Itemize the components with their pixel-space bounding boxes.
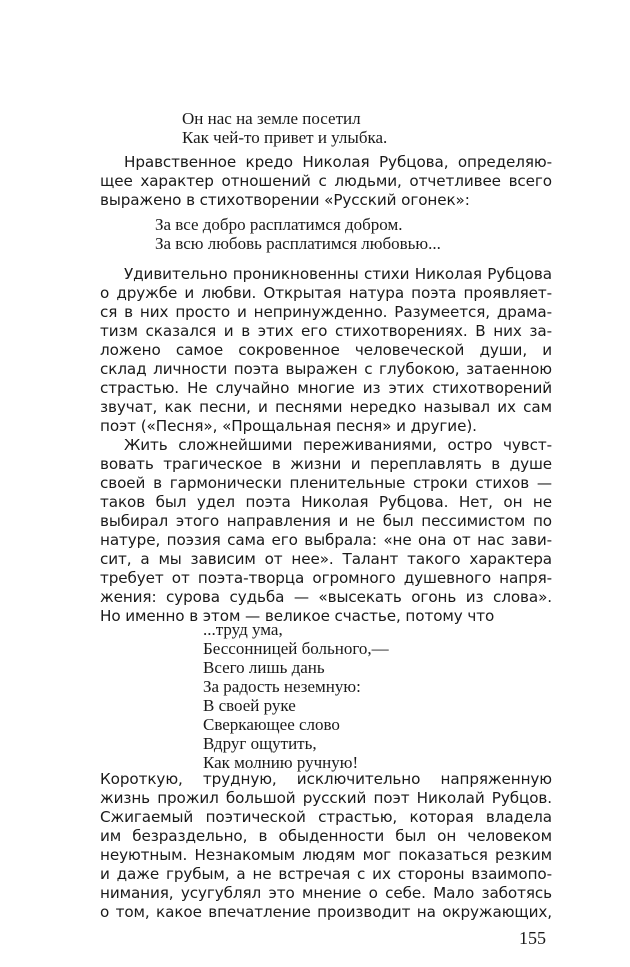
- text-line: Удивительно проникновенны стихи Николая Рубцова: [124, 265, 552, 283]
- verse-line: В своей руке: [203, 696, 296, 715]
- text-line: о дружбе и любви. Открытая натура поэта проявляет-: [100, 284, 552, 302]
- text-line: Жить сложнейшими переживаниями, остро чувст-: [124, 436, 552, 454]
- text-line: Нравственное кредо Николая Рубцова, определяю-: [124, 153, 552, 171]
- text-line: жизнь прожил большой русский поэт Николай Рубцов.: [100, 789, 552, 807]
- verse-line: Вдруг ощутить,: [203, 734, 317, 753]
- text-line: звучат, как песни, и песнями нередко называл их сам: [100, 398, 552, 416]
- text-line: тизм сказался и в этих его стихотворениях. В них за-: [100, 322, 552, 340]
- text-line: поэт («Песня», «Прощальная песня» и другие).: [100, 417, 477, 435]
- verse-quote-1: [182, 109, 387, 147]
- paragraph-1: [100, 153, 552, 210]
- text-line: Короткую, трудную, исключительно напряженную: [100, 770, 552, 788]
- text-line: своей в гармонически пленительные строки стихов —: [100, 474, 552, 492]
- text-line: натуре, поэзия сама его выбрала: «не она от нас зави-: [100, 531, 552, 549]
- text-line: сит, а мы зависим от нее». Талант такого характера: [100, 550, 552, 568]
- paragraph-3: [100, 436, 552, 626]
- verse-line: Бессонницей больного,—: [203, 639, 389, 658]
- verse-line: ...труд ума,: [203, 620, 283, 639]
- text-line: ся в них просто и непринужденно. Разумеется, драма-: [100, 303, 552, 321]
- text-line: таков был удел поэта Николая Рубцова. Нет, он не: [100, 493, 552, 511]
- text-line: выражено в стихотворении «Русский огонек»:: [100, 191, 470, 209]
- verse-line: За все добро расплатимся добром.: [155, 215, 403, 234]
- verse-line: Сверкающее слово: [203, 715, 340, 734]
- verse-quote-2: [155, 215, 441, 253]
- text-line: о том, какое впечатление производит на окружающих,: [100, 903, 552, 921]
- text-line: Сжигаемый поэтической страстью, которая владела: [100, 808, 552, 826]
- page-number: 155: [519, 928, 546, 948]
- verse-line: Как молнию ручную!: [203, 753, 359, 772]
- verse-line: За всю любовь расплатимся любовью...: [155, 234, 441, 253]
- verse-line: За радость неземную:: [203, 677, 361, 696]
- text-line: жения: сурова судьба — «высекать огонь из слова».: [100, 588, 552, 606]
- text-line: Но именно в этом — великое счастье, потому что: [100, 607, 495, 625]
- text-line: выбирал этого направления и не был пессимистом по: [100, 512, 552, 530]
- text-line: вовать трагическое в жизни и переплавлять в душе: [100, 455, 552, 473]
- verse-line: Всего лишь дань: [203, 658, 325, 677]
- text-line: и даже грубым, а не встречая с их стороны взаимопо-: [100, 865, 552, 883]
- text-line: требует от поэта-творца огромного душевного напря-: [100, 569, 552, 587]
- text-line: страстью. Не случайно многие из этих стихотворений: [100, 379, 552, 397]
- text-line: щее характер отношений с людьми, отчетливее всего: [100, 172, 552, 190]
- paragraph-4: [100, 770, 552, 922]
- text-line: нимания, усугублял это мнение о себе. Мало заботясь: [100, 884, 552, 902]
- text-line: склад личности поэта выражен с глубокою, затаенною: [100, 360, 552, 378]
- verse-line: Он нас на земле посетил: [182, 109, 361, 128]
- text-line: ложено самое сокровенное человеческой души, и: [100, 341, 552, 359]
- text-line: им безраздельно, в обыденности был он человеком: [100, 827, 552, 845]
- paragraph-2: [100, 265, 552, 436]
- verse-quote-3: [203, 620, 389, 772]
- text-line: неуютным. Незнакомым людям мог показаться резким: [100, 846, 552, 864]
- verse-line: Как чей-то привет и улыбка.: [182, 128, 388, 147]
